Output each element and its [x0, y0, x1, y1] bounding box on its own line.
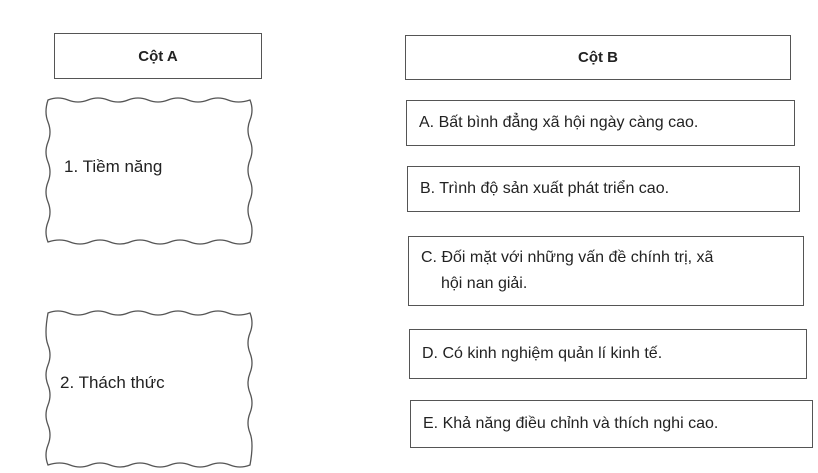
column-a-item-1: 1. Tiềm năng — [64, 157, 163, 176]
column-b-header — [405, 35, 791, 80]
column-a-header-label: Cột A — [138, 47, 178, 65]
column-b-item-c-line-2: hội nan giải. — [441, 275, 528, 292]
column-a-header — [54, 33, 262, 79]
column-b-item-b: B. Trình độ sản xuất phát triển cao. — [407, 166, 800, 212]
column-b-header-label: Cột B — [578, 49, 618, 66]
column-b-item-a: A. Bất bình đẳng xã hội ngày càng cao. — [406, 100, 795, 146]
column-b-item-c-line-1: C. Đối mặt với những vấn đề chính trị, xã — [421, 249, 714, 266]
column-a-item-2: 2. Thách thức — [60, 373, 165, 392]
column-b-item-d: D. Có kinh nghiệm quản lí kinh tế. — [409, 329, 807, 379]
column-b-item-c — [408, 236, 804, 306]
column-b-item-e: E. Khả năng điều chỉnh và thích nghi cao. — [410, 400, 813, 448]
